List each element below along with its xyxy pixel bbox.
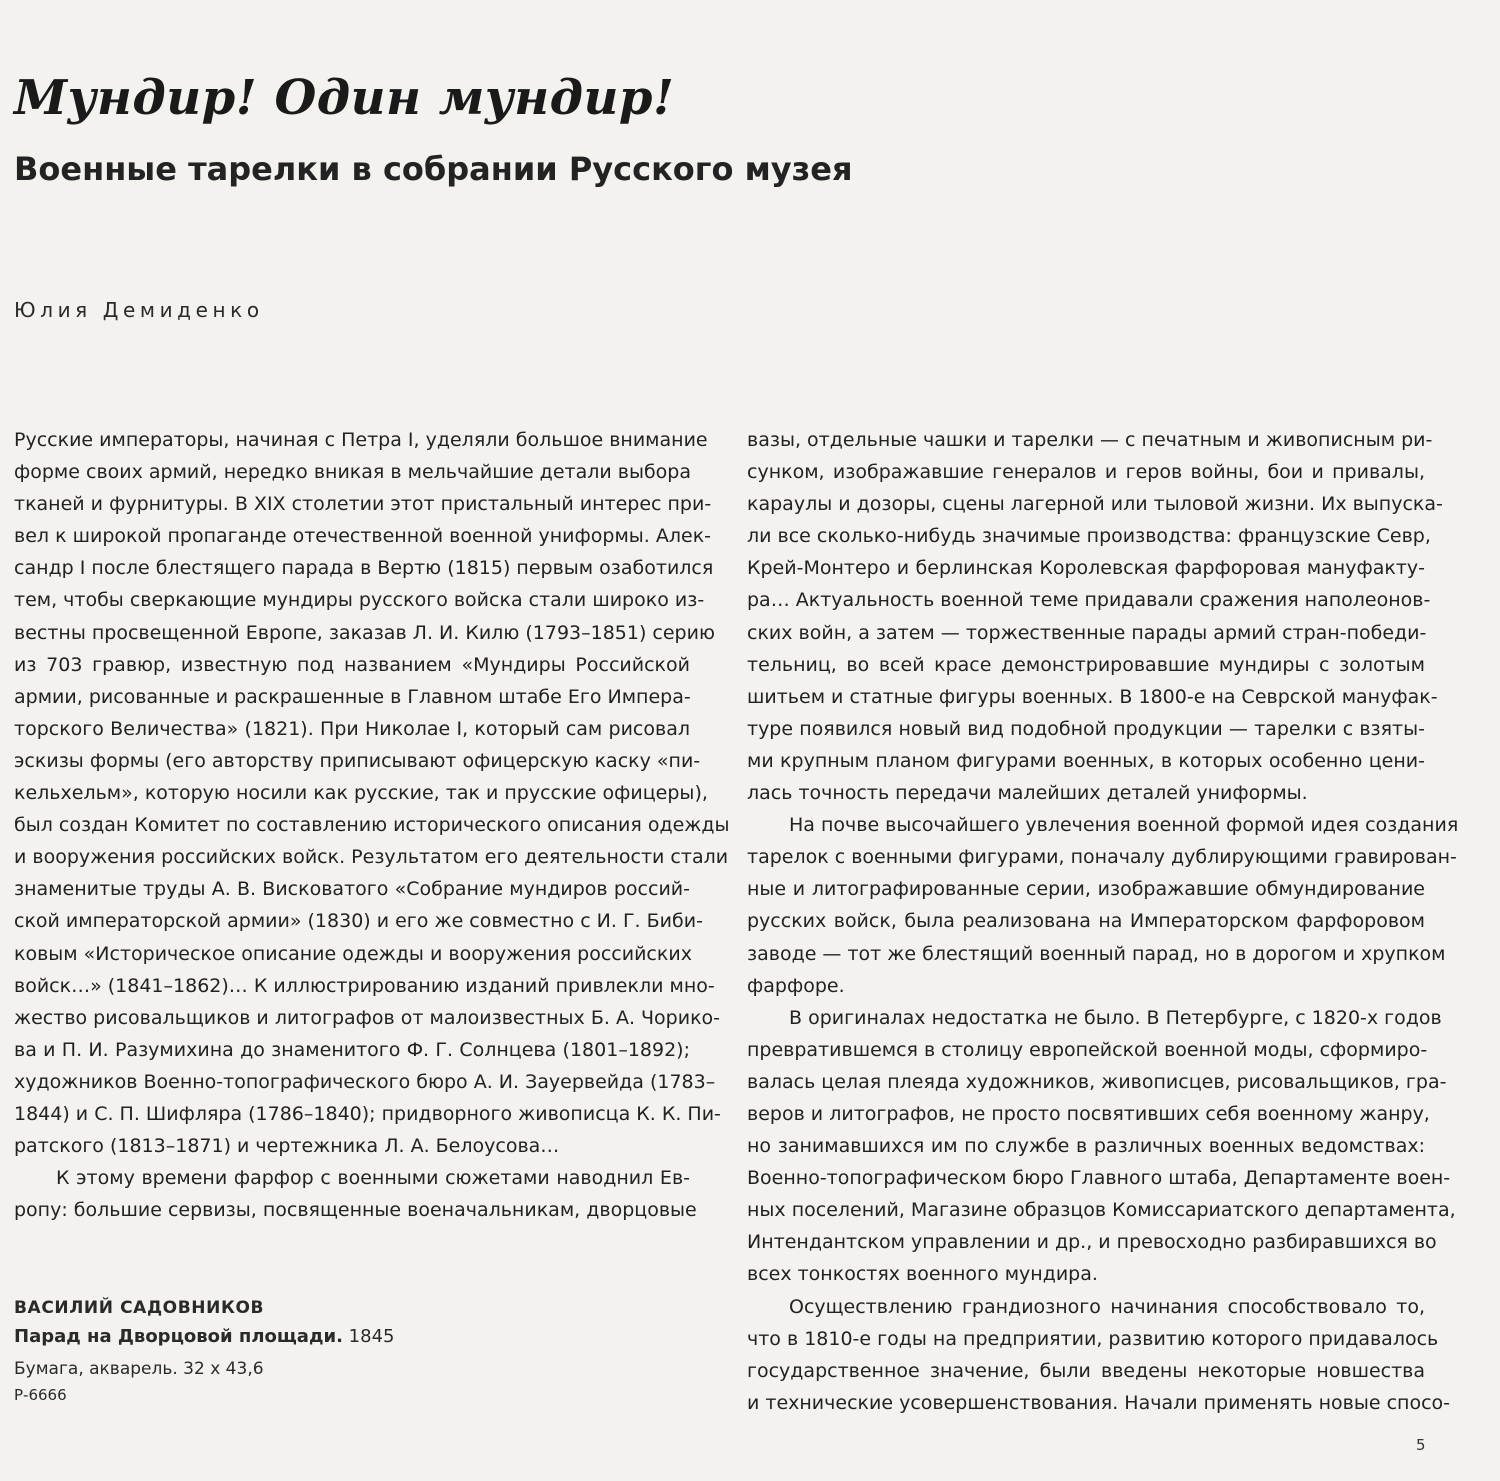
text-line: тканей и фурнитуры. В XIX столетии этот пристальный интерес при-	[14, 493, 712, 516]
caption-artist: ВАСИЛИЙ САДОВНИКОВ	[14, 1298, 265, 1318]
text-line: валась целая плеяда художников, живописцев, рисовальщиков, гра-	[747, 1070, 1447, 1093]
text-line: лась точность передачи малейших деталей униформы.	[747, 782, 1308, 805]
text-line: ми крупным планом фигурами военных, в которых особенно цени-	[747, 749, 1425, 772]
text-line: и технические усовершенствования. Начали применять новые спосо-	[747, 1391, 1451, 1414]
text-line: и вооружения российских войск. Результатом его деятельности стали	[14, 846, 729, 869]
text-line: караулы и дозоры, сцены лагерной или тыловой жизни. Их выпуска-	[747, 493, 1443, 516]
caption-inventory-number: Р-6666	[14, 1386, 67, 1404]
text-line: Интендантском управлении и др., и превосходно разбиравшихся во	[747, 1231, 1437, 1254]
text-line: художников Военно-топографического бюро А. И. Зауервейда (1783–	[14, 1070, 716, 1093]
text-line: русских войск, была реализована на Императорском фарфоровом	[747, 910, 1425, 933]
text-line: ских войн, а затем — торжественные парады армий стран-победи-	[747, 621, 1427, 644]
text-line: веров и литографов, не просто посвятивших себя военному жанру,	[747, 1102, 1430, 1125]
caption-work-title: Парад на Дворцовой площади.	[14, 1326, 343, 1347]
text-line: государственное значение, были введены некоторые новшества	[747, 1359, 1425, 1382]
text-line: тельниц, во всей красе демонстрировавшие мундиры с золотым	[747, 653, 1425, 676]
text-line: К этому времени фарфор с военными сюжетами наводнил Ев-	[56, 1167, 690, 1190]
text-line: армии, рисованные и раскрашенные в Главном штабе Его Импера-	[14, 685, 691, 708]
caption-year: 1845	[348, 1326, 395, 1347]
text-line: вазы, отдельные чашки и тарелки — с печатным и живописным ри-	[747, 429, 1433, 451]
text-line: превратившемся в столицу европейской военной моды, сформиро-	[747, 1038, 1428, 1061]
text-line: кельхельм», которую носили как русские, так и прусские офицеры),	[14, 782, 708, 805]
text-line: ных поселений, Магазине образцов Комиссариатского департамента,	[747, 1199, 1456, 1222]
text-line: ли все сколько-нибудь значимые производства: французские Севр,	[747, 525, 1431, 548]
article-subtitle: Военные тарелки в собрании Русского музея	[14, 150, 853, 188]
text-line: вестны просвещенной Европе, заказав Л. И. Килю (1793–1851) серию	[14, 621, 715, 644]
text-line: форме своих армий, нередко вникая в мельчайшие детали выбора	[14, 461, 691, 484]
illustration-caption	[14, 1296, 394, 1406]
text-line: шитьем и статные фигуры военных. В 1800-е на Севрской мануфак-	[747, 685, 1438, 708]
text-line: сандр I после блестящего парада в Вертю (1815) первым озаботился	[14, 557, 714, 580]
text-line: ратского (1813–1871) и чертежника Л. А. Белоусова…	[14, 1135, 560, 1158]
caption-medium: Бумага, акварель. 32 х 43,6	[14, 1359, 264, 1379]
text-line: Осуществлению грандиозного начинания способствовало то,	[789, 1295, 1425, 1318]
text-line: эскизы формы (его авторству приписывают офицерскую каску «пи-	[14, 749, 701, 772]
text-line: был создан Комитет по составлению исторического описания одежды	[14, 814, 730, 837]
text-line: торского Величества» (1821). При Николае I, который сам рисовал	[14, 717, 690, 740]
author-name: Юлия Демиденко	[14, 298, 264, 322]
text-column-right	[747, 424, 1459, 1419]
text-line: всех тонкостях военного мундира.	[747, 1263, 1098, 1286]
text-line: из 703 гравюр, известную под названием «Мундиры Российской	[14, 653, 690, 676]
text-line: жество рисовальщиков и литографов от малоизвестных Б. А. Чорико-	[14, 1006, 721, 1029]
text-line: ропу: большие сервизы, посвященные военачальникам, дворцовые	[14, 1199, 697, 1222]
text-line: войск…» (1841–1862)… К иллюстрированию изданий привлекли мно-	[14, 974, 715, 997]
text-line: заводе — тот же блестящий военный парад, но в дорогом и хрупком	[747, 942, 1446, 965]
text-line: фарфоре.	[747, 974, 845, 997]
text-line: На почве высочайшего увлечения военной формой идея создания	[789, 814, 1459, 837]
text-line: тем, чтобы сверкающие мундиры русского войска стали широко из-	[14, 589, 705, 612]
text-line: что в 1810-е годы на предприятии, развитию которого придавалось	[747, 1327, 1439, 1350]
text-line: Русские императоры, начиная с Петра I, уделяли большое внимание	[14, 429, 708, 451]
article-title: Мундир! Один мундир!	[14, 70, 675, 126]
page-number: 5	[1416, 1436, 1426, 1454]
text-column-left	[14, 424, 730, 1226]
text-line: но занимавшихся им по службе в различных военных ведомствах:	[747, 1135, 1425, 1158]
text-line: ные и литографированные серии, изображавшие обмундирование	[747, 878, 1425, 901]
text-line: вел к широкой пропаганде отечественной военной униформы. Алек-	[14, 525, 712, 548]
text-line: ской императорской армии» (1830) и его же совместно с И. Г. Биби-	[14, 910, 703, 933]
text-line: ра… Актуальность военной теме придавали сражения наполеонов-	[747, 589, 1431, 612]
text-line: Военно-топографическом бюро Главного штаба, Департаменте воен-	[747, 1167, 1451, 1190]
text-line: сунком, изображавшие генералов и геров войны, бои и привалы,	[747, 461, 1425, 484]
caption-work	[14, 1320, 394, 1354]
text-line: ковым «Историческое описание одежды и вооружения российских	[14, 942, 692, 965]
text-line: Крей-Монтеро и берлинская Королевская фарфоровая мануфакту-	[747, 557, 1425, 580]
text-line: туре появился новый вид подобной продукции — тарелки с взяты-	[747, 717, 1425, 740]
text-line: ва и П. И. Разумихина до знаменитого Ф. Г. Солнцева (1801–1892);	[14, 1038, 690, 1061]
text-line: 1844) и С. П. Шифляра (1786–1840); придворного живописца К. К. Пи-	[14, 1102, 721, 1125]
text-line: знаменитые труды А. В. Висковатого «Собрание мундиров россий-	[14, 878, 690, 901]
text-line: В оригиналах недостатка не было. В Петербурге, с 1820-х годов	[789, 1006, 1442, 1029]
text-line: тарелок с военными фигурами, поначалу дублирующими гравирован-	[747, 846, 1457, 869]
